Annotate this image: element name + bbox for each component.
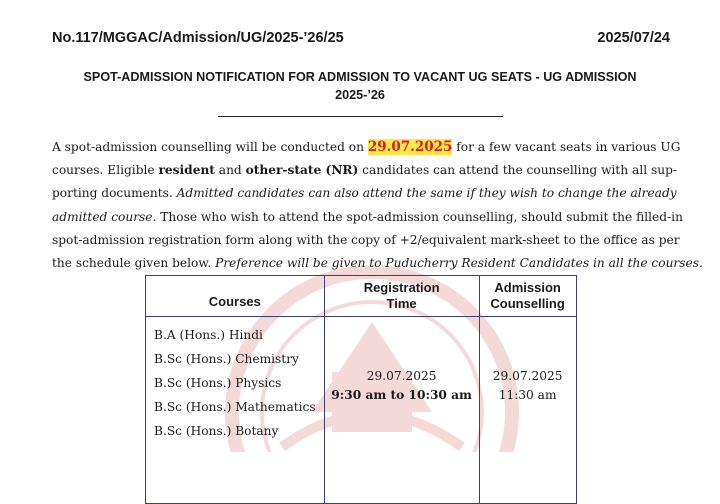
body-text: and <box>214 163 246 178</box>
issue-date: 2025/07/24 <box>597 30 670 46</box>
body-text: porting documents. <box>52 186 177 201</box>
body-text: candidates can attend the counselling with all sup- <box>358 163 678 178</box>
counselling-time: 11:30 am <box>498 388 557 402</box>
body-line-4 <box>52 206 683 229</box>
notification-title <box>40 68 680 104</box>
header-text: Admission <box>494 280 561 295</box>
header-text: Counselling <box>490 296 565 311</box>
header-courses: Courses <box>146 276 325 317</box>
italic-text: admitted course. <box>52 209 157 224</box>
header-text: Registration <box>363 280 440 295</box>
table-header-row <box>146 276 577 317</box>
body-text: Those who wish to attend the spot-admission counselling, should submit the filled-in <box>156 209 683 224</box>
bold-other-state: other-state (NR) <box>245 163 359 178</box>
notification-body <box>52 136 703 275</box>
body-text: courses. Eligible <box>52 163 159 178</box>
title-line-2: 2025-’26 <box>335 88 385 102</box>
registration-cell <box>324 317 479 504</box>
title-underline <box>218 116 503 117</box>
italic-text: Admitted candidates can also attend the same if they wish to change the already <box>176 186 677 201</box>
counselling-cell <box>479 317 576 504</box>
bold-resident: resident <box>158 163 215 178</box>
body-text: the schedule given below. <box>52 256 216 271</box>
counselling-date-highlight: 29.07.2025 <box>367 139 453 155</box>
course-item: B.Sc (Hons.) Mathematics <box>154 400 316 414</box>
document-header <box>52 30 670 46</box>
body-line-2 <box>52 159 678 182</box>
body-line-3 <box>52 182 677 205</box>
course-item: B.Sc (Hons.) Physics <box>154 376 282 390</box>
header-admission-counselling <box>479 276 576 317</box>
body-line-6 <box>52 252 703 275</box>
course-item: B.Sc (Hons.) Chemistry <box>154 352 299 366</box>
registration-time: 9:30 am to 10:30 am <box>331 388 472 402</box>
counselling-date: 29.07.2025 <box>492 369 563 383</box>
body-line-1 <box>52 136 681 159</box>
body-text: for a few vacant seats in various UG <box>452 140 681 154</box>
header-registration-time <box>324 276 479 317</box>
header-text: Time <box>386 296 417 311</box>
table-row <box>146 317 577 504</box>
registration-date: 29.07.2025 <box>366 369 437 383</box>
schedule-table <box>145 275 577 504</box>
courses-cell <box>146 317 325 504</box>
course-item: B.A (Hons.) Hindi <box>154 328 263 342</box>
body-line-5: spot-admission registration form along with the copy of +2/equivalent mark-sheet to the office as per <box>52 232 680 247</box>
course-item: B.Sc (Hons.) Botany <box>154 424 279 438</box>
italic-preference: Preference will be given to Puducherry Resident Candidates in all the courses. <box>215 256 703 271</box>
title-line-1: SPOT-ADMISSION NOTIFICATION FOR ADMISSION TO VACANT UG SEATS - UG ADMISSION <box>83 70 637 84</box>
body-text: A spot-admission counselling will be conducted on <box>52 140 368 154</box>
reference-number: No.117/MGGAC/Admission/UG/2025-’26/25 <box>52 30 344 46</box>
